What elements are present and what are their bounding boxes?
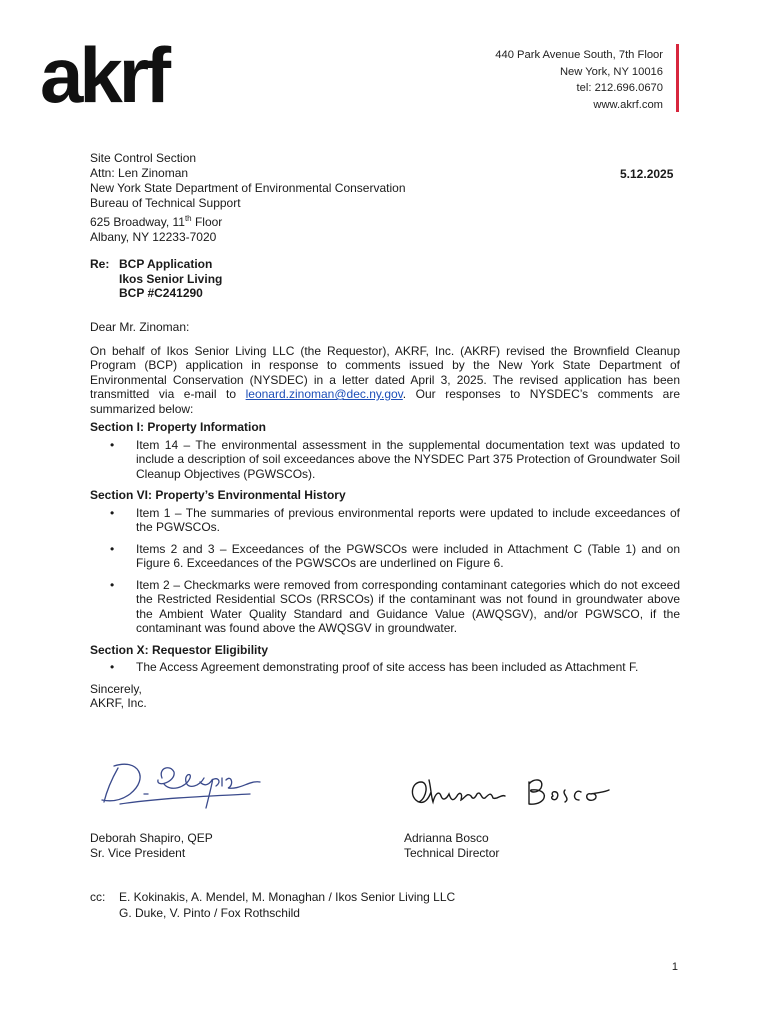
signer-block	[90, 831, 213, 861]
intro-paragraph: On behalf of Ikos Senior Living LLC (the Requestor), AKRF, Inc. (AKRF) revised the Brownfield Cleanup Program (BCP) application in response to comments issued by the New York State Department of Environmental Conservation (NYSDEC) in a letter dated April 3, 2025. The revised application has been transmitted via e-mail to leonard.zinoman@dec.ny.gov. Our responses to NYSDEC’s comments are summarized below:	[90, 343, 680, 416]
address-line: New York, NY 10016	[559, 65, 663, 78]
recipient-street: 625 Broadway, 11th Floor	[90, 214, 223, 229]
signer-name: Deborah Shapiro, QEP	[90, 831, 213, 845]
section-heading: Section I: Property Information	[90, 420, 267, 434]
recipient-line: Attn: Len Zinoman	[90, 166, 189, 180]
letterhead-address	[495, 47, 663, 113]
list-item: • Item 1 – The summaries of previous environmental reports were updated to include exceedances of the PGWSCOs.	[90, 506, 680, 535]
subject-label: Re:	[90, 257, 110, 271]
address-website: www.akrf.com	[593, 98, 663, 111]
closing-company: AKRF, Inc.	[90, 696, 147, 710]
cc-line: E. Kokinakis, A. Mendel, M. Monaghan / Ikos Senior Living LLC	[119, 890, 456, 904]
subject-line: BCP #C241290	[119, 286, 203, 301]
signer-title: Technical Director	[404, 846, 500, 860]
subject-line: BCP Application	[119, 257, 213, 271]
section-items	[90, 438, 680, 482]
letterhead-accent-bar	[676, 44, 679, 112]
recipient-address	[90, 151, 406, 245]
svg-text:akrf: akrf	[40, 44, 168, 114]
section-heading: Section VI: Property’s Environmental History	[90, 488, 346, 502]
recipient-city: Albany, NY 12233-7020	[90, 230, 217, 244]
signer-title: Sr. Vice President	[90, 846, 186, 860]
list-item: • The Access Agreement demonstrating proof of site access has been included as Attachment F.	[90, 660, 680, 675]
salutation: Dear Mr. Zinoman:	[90, 320, 190, 334]
address-line: 440 Park Avenue South, 7th Floor	[495, 49, 663, 61]
akrf-logo	[40, 44, 200, 114]
signature-image	[405, 768, 625, 820]
address-phone: tel: 212.696.0670	[576, 82, 663, 94]
letter-date: 5.12.2025	[620, 167, 674, 181]
recipient-line: Site Control Section	[90, 151, 197, 165]
section-heading: Section X: Requestor Eligibility	[90, 642, 269, 657]
recipient-line: Bureau of Technical Support	[90, 196, 241, 210]
cc-label: cc:	[90, 890, 106, 904]
signer-name: Adrianna Bosco	[404, 831, 489, 845]
letter-body	[90, 320, 680, 711]
list-item: • Item 14 – The environmental assessment in the supplemental documentation text was updated to include a description of soil exceedances above the NYSDEC Part 375 Protection of Groundwater Soil Cleanup Objectives (PGWSCOs).	[90, 438, 680, 482]
subject-block	[90, 257, 222, 301]
cc-block	[90, 890, 455, 921]
signature-image	[100, 756, 270, 814]
page-number: 1	[671, 961, 678, 973]
recipient-line: New York State Department of Environmental Conservation	[90, 181, 406, 195]
signer-block	[404, 831, 499, 861]
subject-line: Ikos Senior Living	[119, 271, 223, 286]
closing-salutation: Sincerely,	[90, 681, 142, 696]
cc-line: G. Duke, V. Pinto / Fox Rothschild	[119, 905, 300, 920]
list-item: • Items 2 and 3 – Exceedances of the PGWSCOs were included in Attachment C (Table 1) and on Figure 6. Exceedances of the PGWSCOs are underlined on Figure 6.	[90, 542, 680, 571]
section-items	[90, 506, 680, 636]
list-item: • Item 2 – Checkmarks were removed from corresponding contaminant categories which do not exceed the Restricted Residential SCOs (RRSCOs) if the contaminant was not found in groundwater above the Ambient Water Quality Standard and Guidance Value (AWQSGV), and/or PGWSCO, if the contaminant was found above the AWQSGV in groundwater.	[90, 578, 680, 636]
section-items	[90, 660, 680, 675]
email-link[interactable]: leonard.zinoman@dec.ny.gov	[245, 387, 403, 401]
